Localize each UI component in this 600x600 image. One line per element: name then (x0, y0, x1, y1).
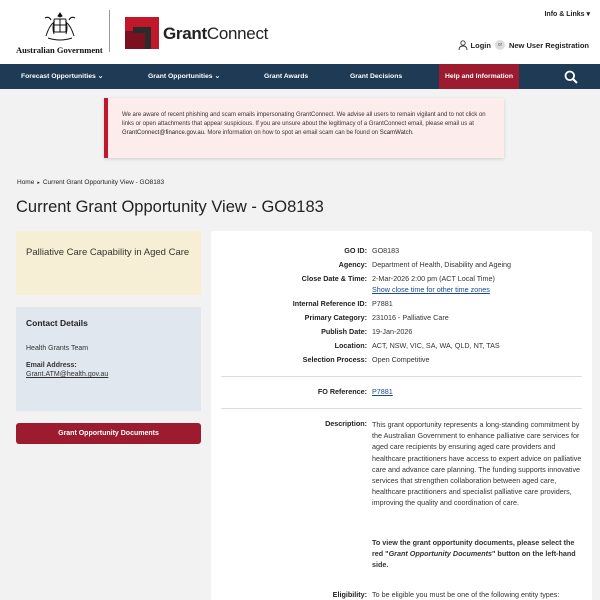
opportunity-title-card: Palliative Care Capability in Aged Care (16, 231, 201, 295)
fo-reference-link[interactable]: P7881 (372, 387, 393, 396)
login-link[interactable]: Login (470, 40, 491, 50)
selection-process-label: Selection Process: (302, 355, 367, 364)
page-title: Current Grant Opportunity View - GO8183 (16, 198, 324, 216)
close-date-value: 2-Mar-2026 2:00 pm (ACT Local Time) (372, 274, 495, 283)
logo-divider (109, 10, 110, 52)
documents-note: To view the grant opportunity documents, please select the red "Grant Opportunity Documents" button on the left-hand side. (372, 538, 576, 569)
nav-help-and-information[interactable]: Help and Information (439, 64, 519, 89)
contact-details-card (16, 307, 201, 411)
agency-value: Department of Health, Disability and Ageing (372, 260, 512, 269)
breadcrumb-separator-icon: ▸ (37, 180, 40, 186)
user-links (458, 40, 589, 50)
chevron-down-icon: ⌄ (97, 73, 104, 80)
contact-name: Health Grants Team (26, 345, 89, 352)
primary-category-label: Primary Category: (304, 313, 367, 322)
publish-date-label: Publish Date: (321, 327, 367, 336)
section-divider (221, 408, 582, 409)
nav-grant-awards[interactable]: Grant Awards (264, 73, 309, 80)
section-divider (221, 376, 582, 377)
grantconnect-mark-icon (125, 17, 159, 49)
main-navigation (0, 64, 600, 89)
caret-down-icon: ▾ (586, 11, 590, 18)
fo-reference-label: FO Reference: (317, 387, 367, 396)
go-id-value: GO8183 (372, 246, 400, 255)
user-icon (458, 40, 468, 50)
australian-government-logo[interactable] (16, 10, 102, 54)
scamwatch-link[interactable]: ScamWatch (379, 129, 412, 136)
selection-process-value: Open Competitive (372, 355, 430, 364)
breadcrumb (17, 179, 164, 186)
primary-category-value: 231016 - Palliative Care (372, 313, 449, 322)
eligibility-value: To be eligible you must be one of the following entity types: (372, 590, 560, 599)
grant-opportunity-documents-button[interactable]: Grant Opportunity Documents (16, 423, 201, 444)
alert-text: We are aware of recent phishing and scam emails impersonating GrantConnect. We advise all users to remain vigilant and to not click on links or open attachments that appear suspicious. If you are unsure about the legitimacy of a GrantConnect email, please email us at (122, 112, 486, 127)
contact-details-heading: Contact Details (26, 318, 88, 328)
breadcrumb-current: Current Grant Opportunity View - GO8183 (42, 179, 165, 186)
government-name: Australian Government (16, 45, 103, 55)
internal-reference-value: P7881 (372, 299, 393, 308)
alert-text: . More information on how to spot an email scam can be found on (204, 129, 380, 136)
new-user-registration-link[interactable]: New User Registration (508, 40, 589, 50)
nav-grant-decisions[interactable]: Grant Decisions (350, 73, 403, 80)
nav-forecast-opportunities[interactable]: Forecast Opportunities ⌄ (21, 73, 104, 80)
close-date-label: Close Date & Time: (301, 274, 367, 283)
eligibility-label: Eligibility: (332, 590, 367, 599)
description-label: Description: (325, 419, 367, 428)
go-id-label: GO ID: (344, 246, 367, 255)
search-icon[interactable] (564, 70, 578, 84)
agency-label: Agency: (338, 260, 367, 269)
email-label: Email Address: (26, 362, 77, 369)
nav-grant-opportunities[interactable]: Grant Opportunities ⌄ (148, 73, 221, 80)
grantconnect-wordmark: GrantConnect (163, 24, 269, 43)
or-separator: or (495, 40, 505, 50)
breadcrumb-home[interactable]: Home (17, 179, 35, 186)
scam-warning-alert (104, 98, 504, 158)
location-label: Location: (334, 341, 367, 350)
internal-reference-label: Internal Reference ID: (292, 299, 367, 308)
other-time-zones-link[interactable]: Show close time for other time zones (372, 285, 490, 294)
info-links-menu[interactable]: Info & Links ▾ (544, 11, 590, 18)
alert-email-link[interactable]: GrantConnect@finance.gov.au (122, 129, 205, 136)
alert-text: . (411, 129, 414, 136)
description-value: This grant opportunity represents a long-standing commitment by the Australian Government to enhance palliative care services for aged care recipients by ensuring aged care providers and healthcare practitioners have access to expert advice on palliative care and advance care planning. The funding supports innovative services that strengthen collaboration between aged care, healthcare practitioners and specialist palliative care providers, improving the quality and coordination of care. (372, 420, 582, 508)
site-header (0, 0, 600, 64)
coat-of-arms-icon (42, 10, 78, 42)
location-value: ACT, NSW, VIC, SA, WA, QLD, NT, TAS (372, 341, 500, 350)
opportunity-details-panel (211, 231, 592, 600)
chevron-down-icon: ⌄ (214, 73, 221, 80)
contact-email-link[interactable]: Grant.ATM@health.gov.au (26, 371, 109, 378)
publish-date-value: 19-Jan-2026 (372, 327, 413, 336)
grantconnect-logo[interactable] (125, 17, 275, 49)
